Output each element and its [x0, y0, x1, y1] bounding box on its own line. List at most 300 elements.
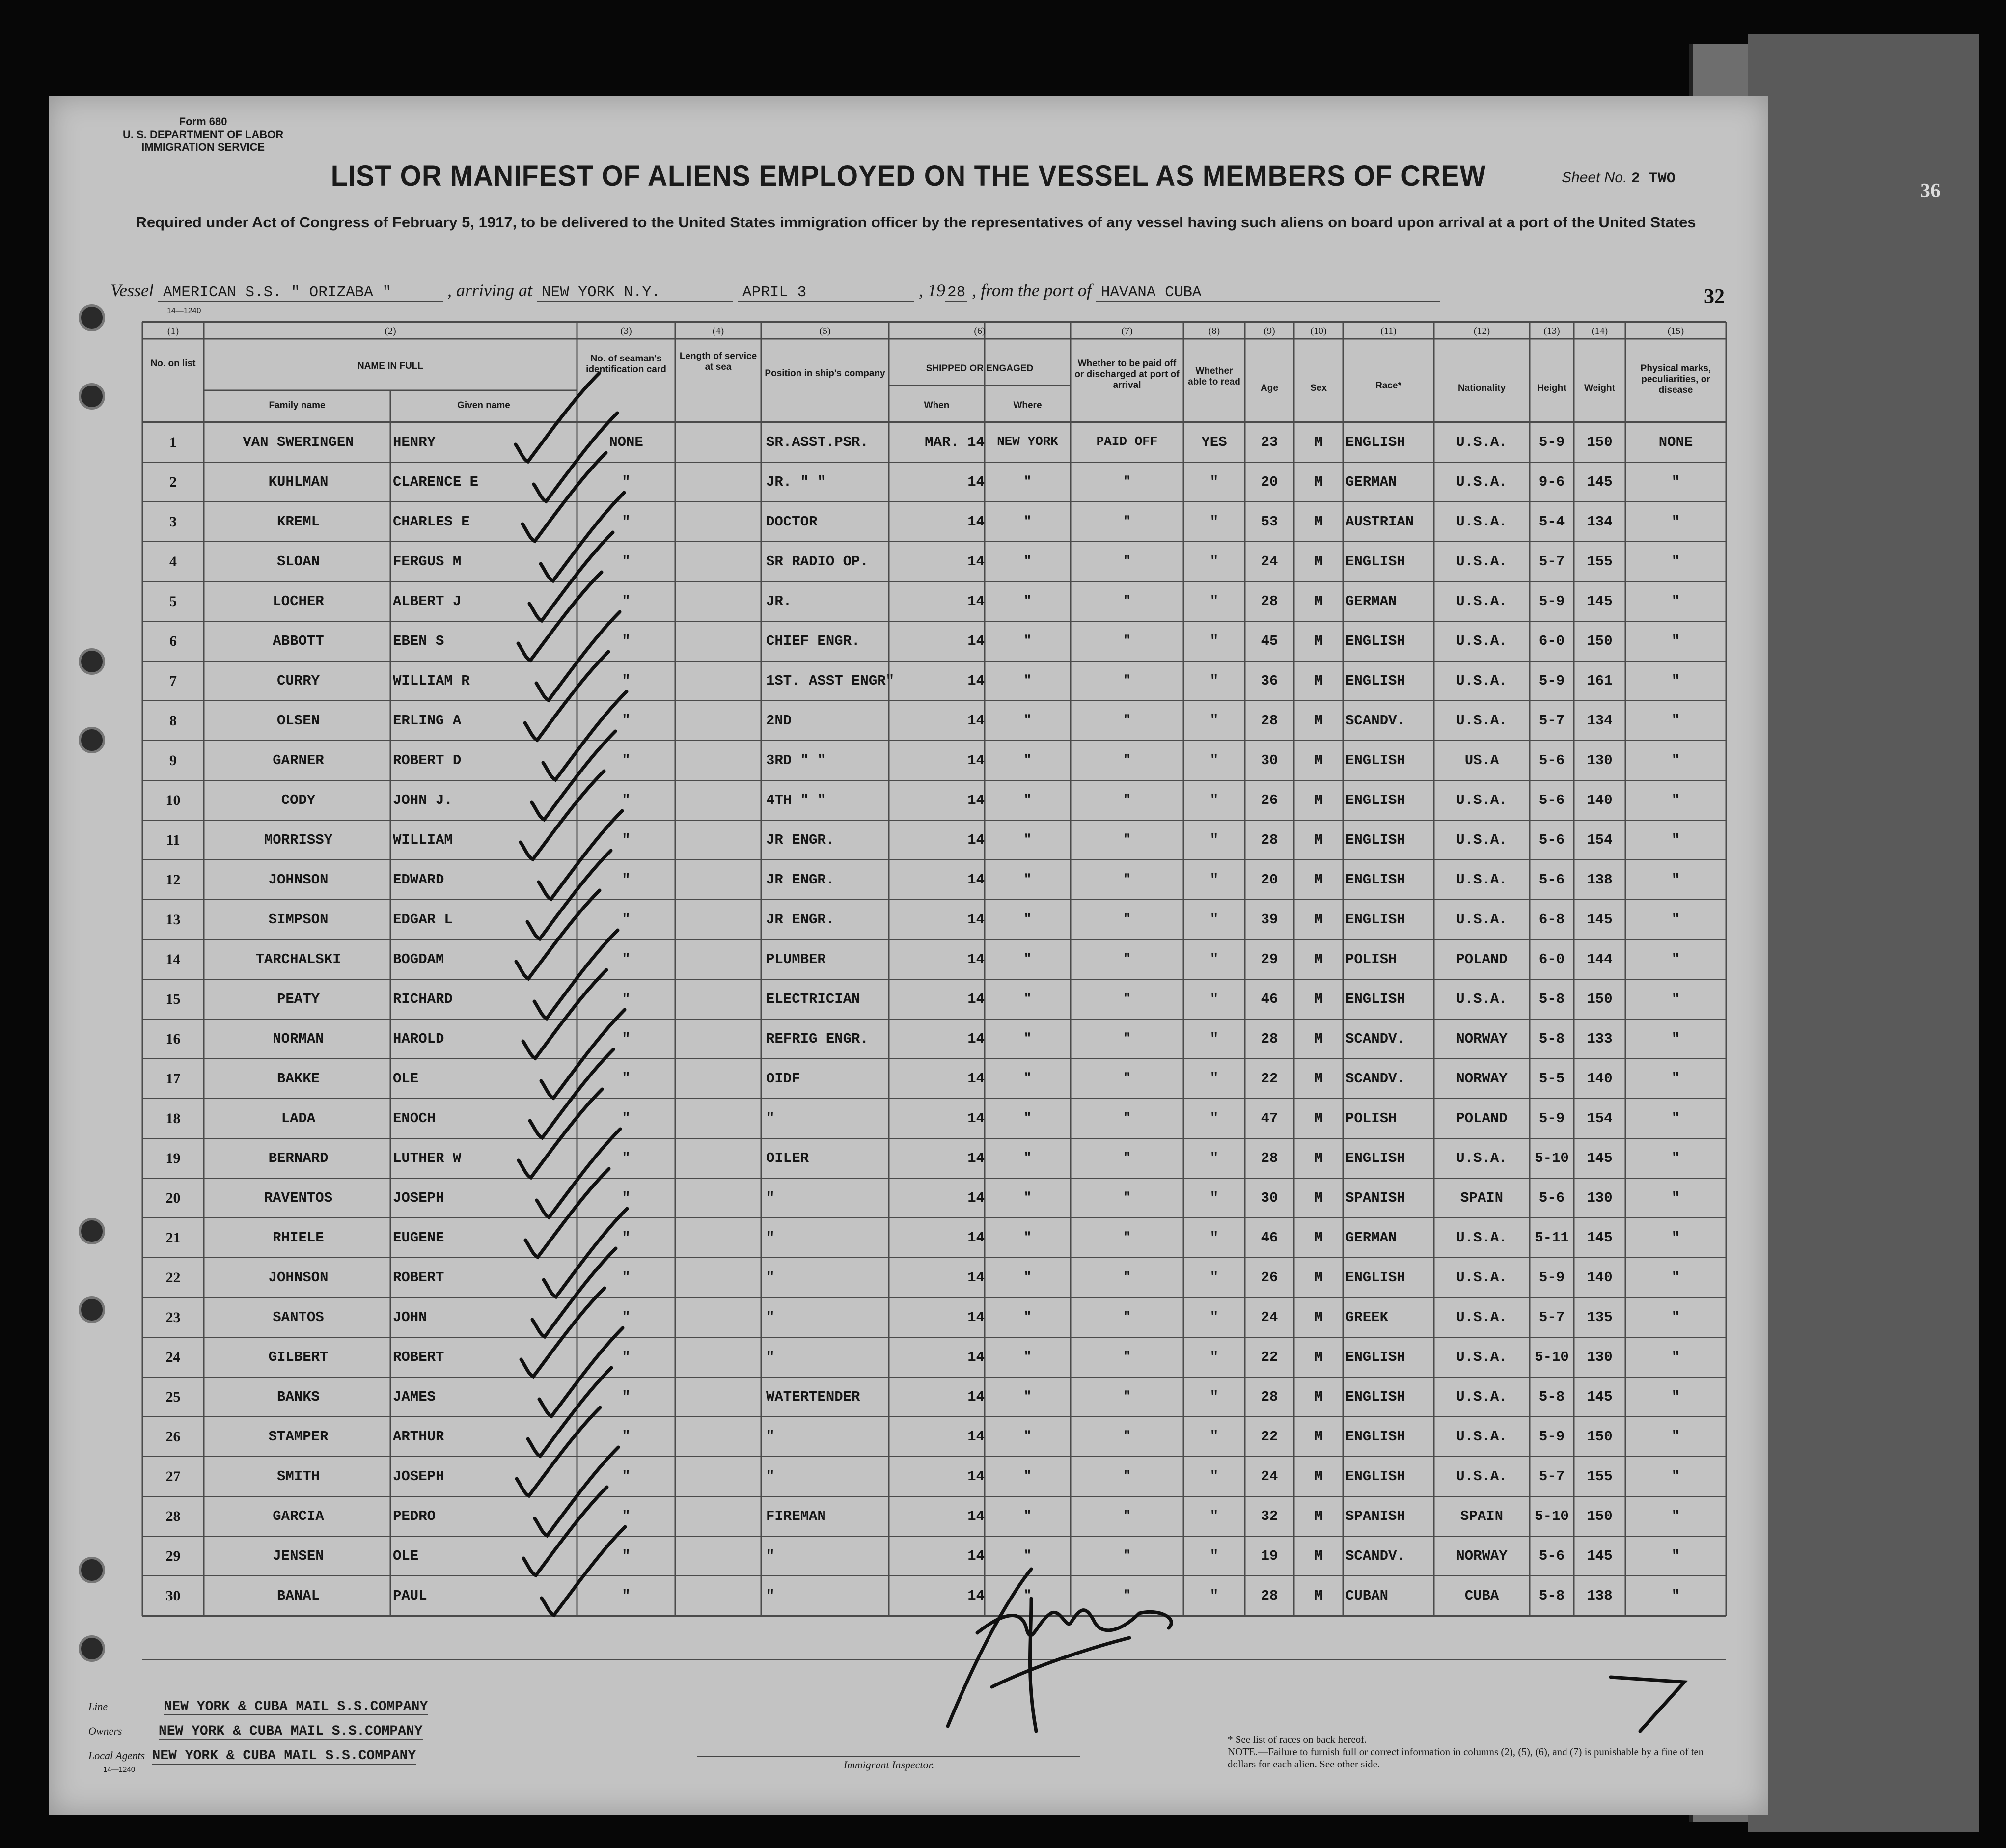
cell-no: 11 [166, 832, 180, 848]
cell-nat: U.S.A. [1456, 514, 1508, 530]
cell-position: " [766, 1588, 775, 1604]
cell-no: 9 [169, 752, 177, 769]
cell-height: 5-9 [1539, 593, 1565, 609]
cell-where: " [1023, 1031, 1032, 1046]
cell-card: NONE [609, 434, 643, 450]
column-number: (7) [1121, 326, 1133, 336]
cell-sex: M [1314, 1150, 1323, 1166]
cell-where: " [1023, 1110, 1032, 1125]
cell-weight: 144 [1587, 951, 1613, 967]
cell-nat: NORWAY [1456, 1031, 1508, 1047]
cell-where: " [1023, 1349, 1032, 1364]
cell-when: 14 [967, 673, 985, 689]
cell-card: " [622, 872, 631, 888]
cell-height: 5-9 [1539, 1269, 1565, 1286]
cell-read: " [1209, 792, 1219, 808]
cell-nat: U.S.A. [1456, 911, 1508, 928]
cell-marks: " [1671, 951, 1680, 967]
cell-paid: " [1123, 1548, 1131, 1563]
cell-age: 47 [1261, 1110, 1278, 1127]
cell-card: " [622, 1230, 631, 1246]
cell-sex: M [1314, 434, 1323, 450]
cell-read: " [1209, 1548, 1219, 1564]
cell-age: 24 [1261, 1468, 1278, 1485]
cell-given: FERGUS M [393, 553, 462, 570]
cell-height: 5-10 [1535, 1349, 1569, 1365]
cell-given: CLARENCE E [393, 474, 479, 490]
cell-weight: 150 [1587, 1508, 1613, 1524]
column-number: (15) [1667, 326, 1684, 336]
cell-sex: M [1314, 1588, 1323, 1604]
cell-paid: PAID OFF [1096, 434, 1158, 449]
cell-position: DOCTOR [766, 514, 818, 530]
cell-height: 5-6 [1539, 752, 1565, 769]
column-number: (5) [819, 326, 831, 336]
cell-given: ALBERT J [393, 593, 462, 609]
cell-sex: M [1314, 1309, 1323, 1325]
from-label: , from the port of [972, 280, 1092, 300]
department-name: U. S. DEPARTMENT OF LABOR [123, 128, 284, 140]
cell-marks: " [1671, 1429, 1680, 1445]
cell-height: 5-8 [1539, 1588, 1565, 1604]
cell-when: 14 [967, 1031, 985, 1047]
cell-marks: " [1671, 1508, 1680, 1524]
cell-race: GERMAN [1346, 1230, 1397, 1246]
ref-mark: 14—1240 [167, 307, 201, 315]
column-number: (3) [620, 326, 632, 336]
cell-marks: " [1671, 911, 1680, 928]
cell-read: " [1209, 1230, 1219, 1246]
cell-card: " [622, 633, 631, 649]
cell-paid: " [1123, 1389, 1131, 1404]
cell-given: JOHN J. [393, 792, 453, 808]
cell-card: " [622, 1150, 631, 1166]
cell-family: ABBOTT [273, 633, 324, 649]
cell-where: " [1023, 1071, 1032, 1085]
cell-age: 22 [1261, 1349, 1278, 1365]
cell-position: JR ENGR. [766, 911, 835, 928]
column-number: (8) [1208, 326, 1220, 336]
cell-nat: U.S.A. [1456, 1309, 1508, 1325]
cell-nat: U.S.A. [1456, 832, 1508, 848]
cell-where: " [1023, 1548, 1032, 1563]
cell-position: " [766, 1309, 775, 1325]
cell-age: 46 [1261, 991, 1278, 1007]
cell-marks: NONE [1658, 434, 1693, 450]
manifest-page [49, 96, 1768, 1815]
cell-nat: U.S.A. [1456, 474, 1508, 490]
cell-where: " [1023, 673, 1032, 688]
cell-read: " [1209, 1150, 1219, 1166]
cell-race: SCANDV. [1346, 713, 1405, 729]
cell-age: 28 [1261, 713, 1278, 729]
cell-age: 24 [1261, 1309, 1278, 1325]
cell-where: " [1023, 474, 1032, 489]
cell-family: MORRISSY [264, 832, 333, 848]
cell-race: ENGLISH [1346, 633, 1405, 649]
cell-race: ENGLISH [1346, 1468, 1405, 1485]
cell-given: WILLIAM [393, 832, 453, 848]
cell-marks: " [1671, 673, 1680, 689]
cell-position: " [766, 1429, 775, 1445]
cell-nat: POLAND [1456, 951, 1508, 967]
column-number: (4) [712, 326, 724, 336]
cell-height: 5-8 [1539, 991, 1565, 1007]
cell-weight: 145 [1587, 474, 1613, 490]
header-nationality: Nationality [1457, 383, 1506, 393]
cell-card: " [622, 991, 631, 1007]
header-given-name: Given name [457, 400, 510, 411]
cell-read: " [1209, 1309, 1219, 1325]
cell-sex: M [1314, 593, 1323, 609]
cell-when: 14 [967, 991, 985, 1007]
cell-marks: " [1671, 593, 1680, 609]
cell-race: GERMAN [1346, 593, 1397, 609]
header-sex: Sex [1310, 383, 1327, 393]
cell-no: 13 [165, 911, 181, 928]
cell-read: " [1209, 1110, 1219, 1127]
binder-hole [79, 1635, 105, 1662]
cell-read: " [1209, 1071, 1219, 1087]
cell-height: 5-8 [1539, 1389, 1565, 1405]
cell-card: " [622, 1429, 631, 1445]
cell-height: 5-7 [1539, 1309, 1565, 1325]
cell-where: " [1023, 713, 1032, 727]
cell-height: 6-0 [1539, 633, 1565, 649]
form-number: Form 680 [179, 115, 227, 128]
cell-read: " [1209, 1389, 1219, 1405]
cell-age: 28 [1261, 593, 1278, 609]
cell-weight: 145 [1587, 1230, 1613, 1246]
cell-read: " [1209, 911, 1219, 928]
cell-position: " [766, 1230, 775, 1246]
cell-nat: CUBA [1464, 1588, 1499, 1604]
cell-card: " [622, 713, 631, 729]
cell-position: CHIEF ENGR. [766, 633, 860, 649]
cell-no: 21 [165, 1230, 181, 1246]
cell-nat: U.S.A. [1456, 991, 1508, 1007]
cell-family: GILBERT [268, 1349, 329, 1365]
corner-page-number: 36 [1920, 180, 1941, 202]
cell-read: " [1209, 832, 1219, 848]
cell-family: SMITH [276, 1468, 320, 1485]
cell-weight: 150 [1587, 434, 1613, 450]
cell-position: 3RD " " [766, 752, 826, 769]
cell-height: 6-8 [1539, 911, 1565, 928]
header-no-on-list: No. on list [150, 359, 196, 369]
cell-weight: 133 [1587, 1031, 1613, 1047]
cell-where: " [1023, 633, 1032, 648]
cell-marks: " [1671, 872, 1680, 888]
cell-age: 20 [1261, 872, 1278, 888]
cell-age: 30 [1261, 1190, 1278, 1206]
owners-label: Owners [88, 1725, 122, 1737]
cell-nat: SPAIN [1460, 1190, 1503, 1206]
cell-family: SIMPSON [268, 911, 329, 928]
cell-given: ROBERT [393, 1269, 444, 1286]
header-race: Race* [1375, 381, 1401, 391]
cell-age: 45 [1261, 633, 1278, 649]
cell-read: " [1209, 673, 1219, 689]
inspector-line [697, 1756, 1080, 1771]
cell-sex: M [1314, 1269, 1323, 1286]
cell-height: 5-8 [1539, 1031, 1565, 1047]
cell-where: " [1023, 1309, 1032, 1324]
cell-position: SR.ASST.PSR. [766, 434, 869, 450]
cell-race: SCANDV. [1346, 1031, 1405, 1047]
cell-age: 28 [1261, 1150, 1278, 1166]
cell-family: CODY [281, 792, 316, 808]
cell-height: 9-6 [1539, 474, 1565, 490]
cell-paid: " [1123, 1349, 1131, 1364]
cell-weight: 161 [1587, 673, 1613, 689]
cell-given: EBEN S [393, 633, 444, 649]
cell-race: SPANISH [1346, 1190, 1405, 1206]
cell-where: " [1023, 1389, 1032, 1404]
arriving-label: , arriving at [447, 280, 532, 300]
cell-nat: U.S.A. [1456, 633, 1508, 649]
cell-when: 14 [967, 911, 985, 928]
cell-sex: M [1314, 1548, 1323, 1564]
cell-when: 14 [967, 792, 985, 808]
cell-card: " [622, 593, 631, 609]
cell-height: 5-5 [1539, 1071, 1565, 1087]
column-number: (2) [385, 326, 396, 336]
cell-age: 32 [1261, 1508, 1278, 1524]
cell-card: " [622, 553, 631, 570]
cell-marks: " [1671, 1309, 1680, 1325]
cell-sex: M [1314, 1349, 1323, 1365]
header-position: Position in ship's company [765, 368, 885, 379]
cell-no: 26 [165, 1429, 181, 1445]
cell-height: 5-9 [1539, 673, 1565, 689]
cell-sex: M [1314, 514, 1323, 530]
cell-race: ENGLISH [1346, 673, 1405, 689]
cell-position: JR ENGR. [766, 832, 835, 848]
cell-family: TARCHALSKI [255, 951, 341, 967]
cell-read: " [1209, 633, 1219, 649]
cell-height: 5-4 [1539, 514, 1565, 530]
footnote [1228, 1734, 1704, 1770]
cell-race: ENGLISH [1346, 1389, 1405, 1405]
cell-when: 14 [967, 593, 985, 609]
cell-marks: " [1671, 514, 1680, 530]
cell-sex: M [1314, 951, 1323, 967]
line-label: Line [88, 1700, 108, 1712]
cell-sex: M [1314, 633, 1323, 649]
cell-marks: " [1671, 832, 1680, 848]
cell-race: POLISH [1346, 1110, 1397, 1127]
cell-read: " [1209, 713, 1219, 729]
header-paid-off: Whether to be paid off or discharged at port of arrival [1074, 359, 1180, 390]
cell-nat: U.S.A. [1456, 872, 1508, 888]
cell-where: " [1023, 1150, 1032, 1165]
cell-height: 5-7 [1539, 1468, 1565, 1485]
cell-age: 28 [1261, 1588, 1278, 1604]
cell-marks: " [1671, 1269, 1680, 1286]
cell-when: 14 [967, 872, 985, 888]
cell-position: 2ND [766, 713, 792, 729]
cell-position: " [766, 1548, 775, 1564]
cell-nat: US.A [1464, 752, 1499, 769]
cell-nat: NORWAY [1456, 1548, 1508, 1564]
cell-paid: " [1123, 1309, 1131, 1324]
cell-read: " [1209, 1031, 1219, 1047]
cell-sex: M [1314, 991, 1323, 1007]
cell-card: " [622, 1269, 631, 1286]
owners-field [88, 1724, 423, 1739]
cell-card: " [622, 832, 631, 848]
cell-read: " [1209, 1588, 1219, 1604]
cell-no: 27 [165, 1468, 181, 1485]
cell-family: STAMPER [268, 1429, 329, 1445]
cell-race: ENGLISH [1346, 1349, 1405, 1365]
cell-read: " [1209, 514, 1219, 530]
cell-paid: " [1123, 1190, 1131, 1205]
cell-position: " [766, 1468, 775, 1485]
cell-weight: 145 [1587, 593, 1613, 609]
cell-race: AUSTRIAN [1346, 514, 1414, 530]
cell-weight: 135 [1587, 1309, 1613, 1325]
cell-no: 28 [165, 1508, 181, 1524]
owners-value: NEW YORK & CUBA MAIL S.S.COMPANY [158, 1724, 423, 1739]
cell-where: " [1023, 832, 1032, 847]
cell-when: 14 [967, 1349, 985, 1365]
cell-weight: 154 [1587, 832, 1613, 848]
cell-marks: " [1671, 1110, 1680, 1127]
cell-no: 7 [169, 673, 177, 689]
cell-where: " [1023, 792, 1032, 807]
line-value: NEW YORK & CUBA MAIL S.S.COMPANY [164, 1699, 428, 1714]
cell-height: 5-6 [1539, 792, 1565, 808]
cell-position: " [766, 1190, 775, 1206]
act-requirement-text: Required under Act of Congress of February 5, 1917, to be delivered to the United States immigration officer by the representatives of any vessel having such aliens on board upon arrival at a port of the United States [136, 214, 1696, 231]
cell-weight: 130 [1587, 1349, 1613, 1365]
cell-where: " [1023, 1468, 1032, 1483]
cell-race: ENGLISH [1346, 792, 1405, 808]
cell-card: " [622, 1548, 631, 1564]
cell-nat: NORWAY [1456, 1071, 1508, 1087]
cell-family: NORMAN [273, 1031, 324, 1047]
cell-marks: " [1671, 553, 1680, 570]
cell-paid: " [1123, 1468, 1131, 1483]
cell-weight: 138 [1587, 872, 1613, 888]
cell-where: " [1023, 1429, 1032, 1443]
cell-sex: M [1314, 752, 1323, 769]
cell-when: 14 [967, 1588, 985, 1604]
cell-where: " [1023, 1588, 1032, 1602]
header-name-in-full: NAME IN FULL [357, 361, 424, 371]
cell-no: 12 [165, 872, 181, 888]
cell-race: SCANDV. [1346, 1071, 1405, 1087]
cell-card: " [622, 1309, 631, 1325]
cell-height: 5-10 [1535, 1508, 1569, 1524]
cell-nat: U.S.A. [1456, 1389, 1508, 1405]
cell-given: ENOCH [393, 1110, 436, 1127]
cell-marks: " [1671, 752, 1680, 769]
cell-given: BOGDAM [393, 951, 444, 967]
cell-family: LADA [281, 1110, 316, 1127]
cell-where: " [1023, 752, 1032, 767]
cell-position: PLUMBER [766, 951, 826, 967]
cell-sex: M [1314, 553, 1323, 570]
cell-family: JENSEN [273, 1548, 324, 1564]
cell-read: " [1209, 1468, 1219, 1485]
cell-position: SR RADIO OP. [766, 553, 869, 570]
cell-race: POLISH [1346, 951, 1397, 967]
cell-age: 53 [1261, 514, 1278, 530]
arrival-date: APRIL 3 [738, 284, 914, 302]
cell-sex: M [1314, 713, 1323, 729]
cell-nat: U.S.A. [1456, 1150, 1508, 1166]
cell-no: 23 [165, 1309, 181, 1325]
inspector-signature [948, 1569, 1171, 1731]
cell-nat: POLAND [1456, 1110, 1508, 1127]
cell-race: CUBAN [1346, 1588, 1389, 1604]
cell-race: ENGLISH [1346, 832, 1405, 848]
cell-card: " [622, 911, 631, 928]
cell-nat: U.S.A. [1456, 593, 1508, 609]
binder-hole [79, 1557, 105, 1583]
cell-nat: U.S.A. [1456, 713, 1508, 729]
cell-paid: " [1123, 593, 1131, 608]
cell-weight: 140 [1587, 1071, 1613, 1087]
cell-when: 14 [967, 1429, 985, 1445]
cell-height: 5-11 [1535, 1230, 1569, 1246]
cell-no: 15 [165, 991, 181, 1007]
cell-position: OILER [766, 1150, 809, 1166]
cell-race: ENGLISH [1346, 434, 1405, 450]
cell-card: " [622, 1389, 631, 1405]
cell-where: " [1023, 514, 1032, 528]
cell-height: 5-6 [1539, 872, 1565, 888]
cell-paid: " [1123, 872, 1131, 886]
binder-hole [79, 1218, 105, 1244]
cell-read: " [1209, 752, 1219, 769]
cell-marks: " [1671, 1468, 1680, 1485]
cell-paid: " [1123, 951, 1131, 966]
cell-given: HAROLD [393, 1031, 444, 1047]
cell-sex: M [1314, 673, 1323, 689]
cell-weight: 145 [1587, 1548, 1613, 1564]
cell-card: " [622, 1071, 631, 1087]
cell-weight: 155 [1587, 1468, 1613, 1485]
cell-height: 5-6 [1539, 832, 1565, 848]
cell-given: EDGAR L [393, 911, 453, 928]
cell-family: LOCHER [273, 593, 324, 609]
cell-weight: 145 [1587, 911, 1613, 928]
cell-when: 14 [967, 1190, 985, 1206]
cell-marks: " [1671, 1190, 1680, 1206]
cell-where: " [1023, 991, 1032, 1006]
cell-paid: " [1123, 673, 1131, 688]
cell-age: 30 [1261, 752, 1278, 769]
cell-family: OLSEN [276, 713, 320, 729]
cell-position: FIREMAN [766, 1508, 826, 1524]
cell-sex: M [1314, 1389, 1323, 1405]
cell-weight: 130 [1587, 1190, 1613, 1206]
cell-paid: " [1123, 1150, 1131, 1165]
cell-height: 5-7 [1539, 553, 1565, 570]
cell-weight: 138 [1587, 1588, 1613, 1604]
cell-marks: " [1671, 1588, 1680, 1604]
cell-nat: U.S.A. [1456, 1230, 1508, 1246]
cell-sex: M [1314, 1508, 1323, 1524]
cell-age: 39 [1261, 911, 1278, 928]
cell-where: " [1023, 951, 1032, 966]
cell-paid: " [1123, 1269, 1131, 1284]
cell-when: 14 [967, 951, 985, 967]
